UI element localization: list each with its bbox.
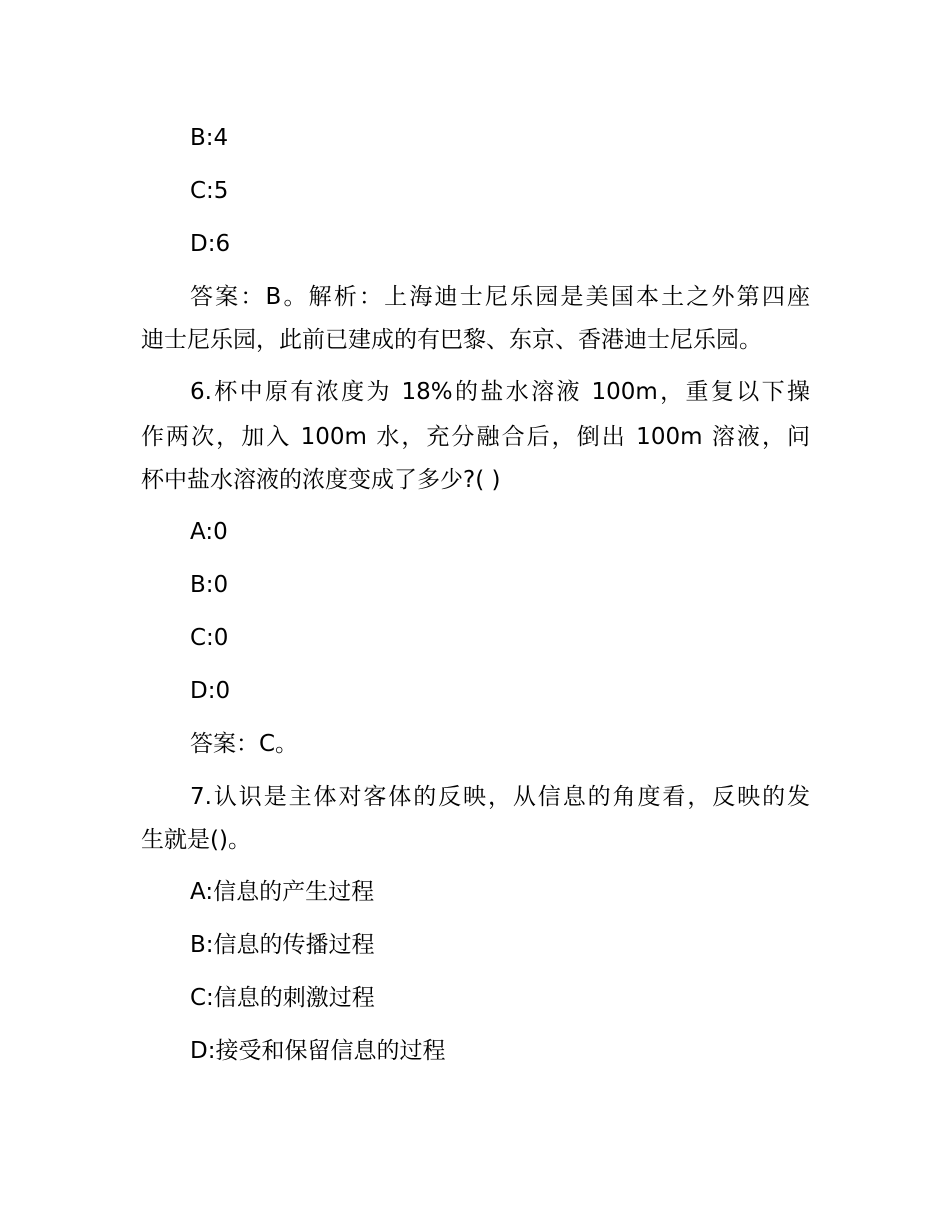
question-6-option-b: B:0 [190,572,229,598]
question-6-stem-line-1: 6.杯中原有浓度为 18%的盐水溶液 100m，重复以下操 [190,379,810,405]
question-7-option-d: D:接受和保留信息的过程 [190,1038,446,1064]
question-6-option-a: A:0 [190,519,228,545]
question-6-option-d: D:0 [190,678,231,704]
question-7-stem-line-1: 7.认识是主体对客体的反映，从信息的角度看，反映的发 [190,784,810,810]
option-b: B:4 [190,125,229,151]
answer-explanation-line-1: 答案：B。解析：上海迪士尼乐园是美国本土之外第四座 [190,284,810,310]
question-6-stem-line-2: 作两次，加入 100m 水，充分融合后，倒出 100m 溶液，问 [141,424,810,450]
answer-explanation-line-2: 迪士尼乐园，此前已建成的有巴黎、东京、香港迪士尼乐园。 [141,327,762,353]
question-6-option-c: C:0 [190,625,229,651]
question-7-option-b: B:信息的传播过程 [190,932,375,958]
question-7-option-a: A:信息的产生过程 [190,879,375,905]
option-c: C:5 [190,178,229,204]
question-7-option-c: C:信息的刺激过程 [190,985,375,1011]
question-7-stem-line-2: 生就是()。 [141,827,251,853]
option-d: D:6 [190,231,231,257]
question-6-stem-line-3: 杯中盐水溶液的浓度变成了多少?( ) [141,467,501,493]
question-6-answer: 答案：C。 [190,731,299,757]
